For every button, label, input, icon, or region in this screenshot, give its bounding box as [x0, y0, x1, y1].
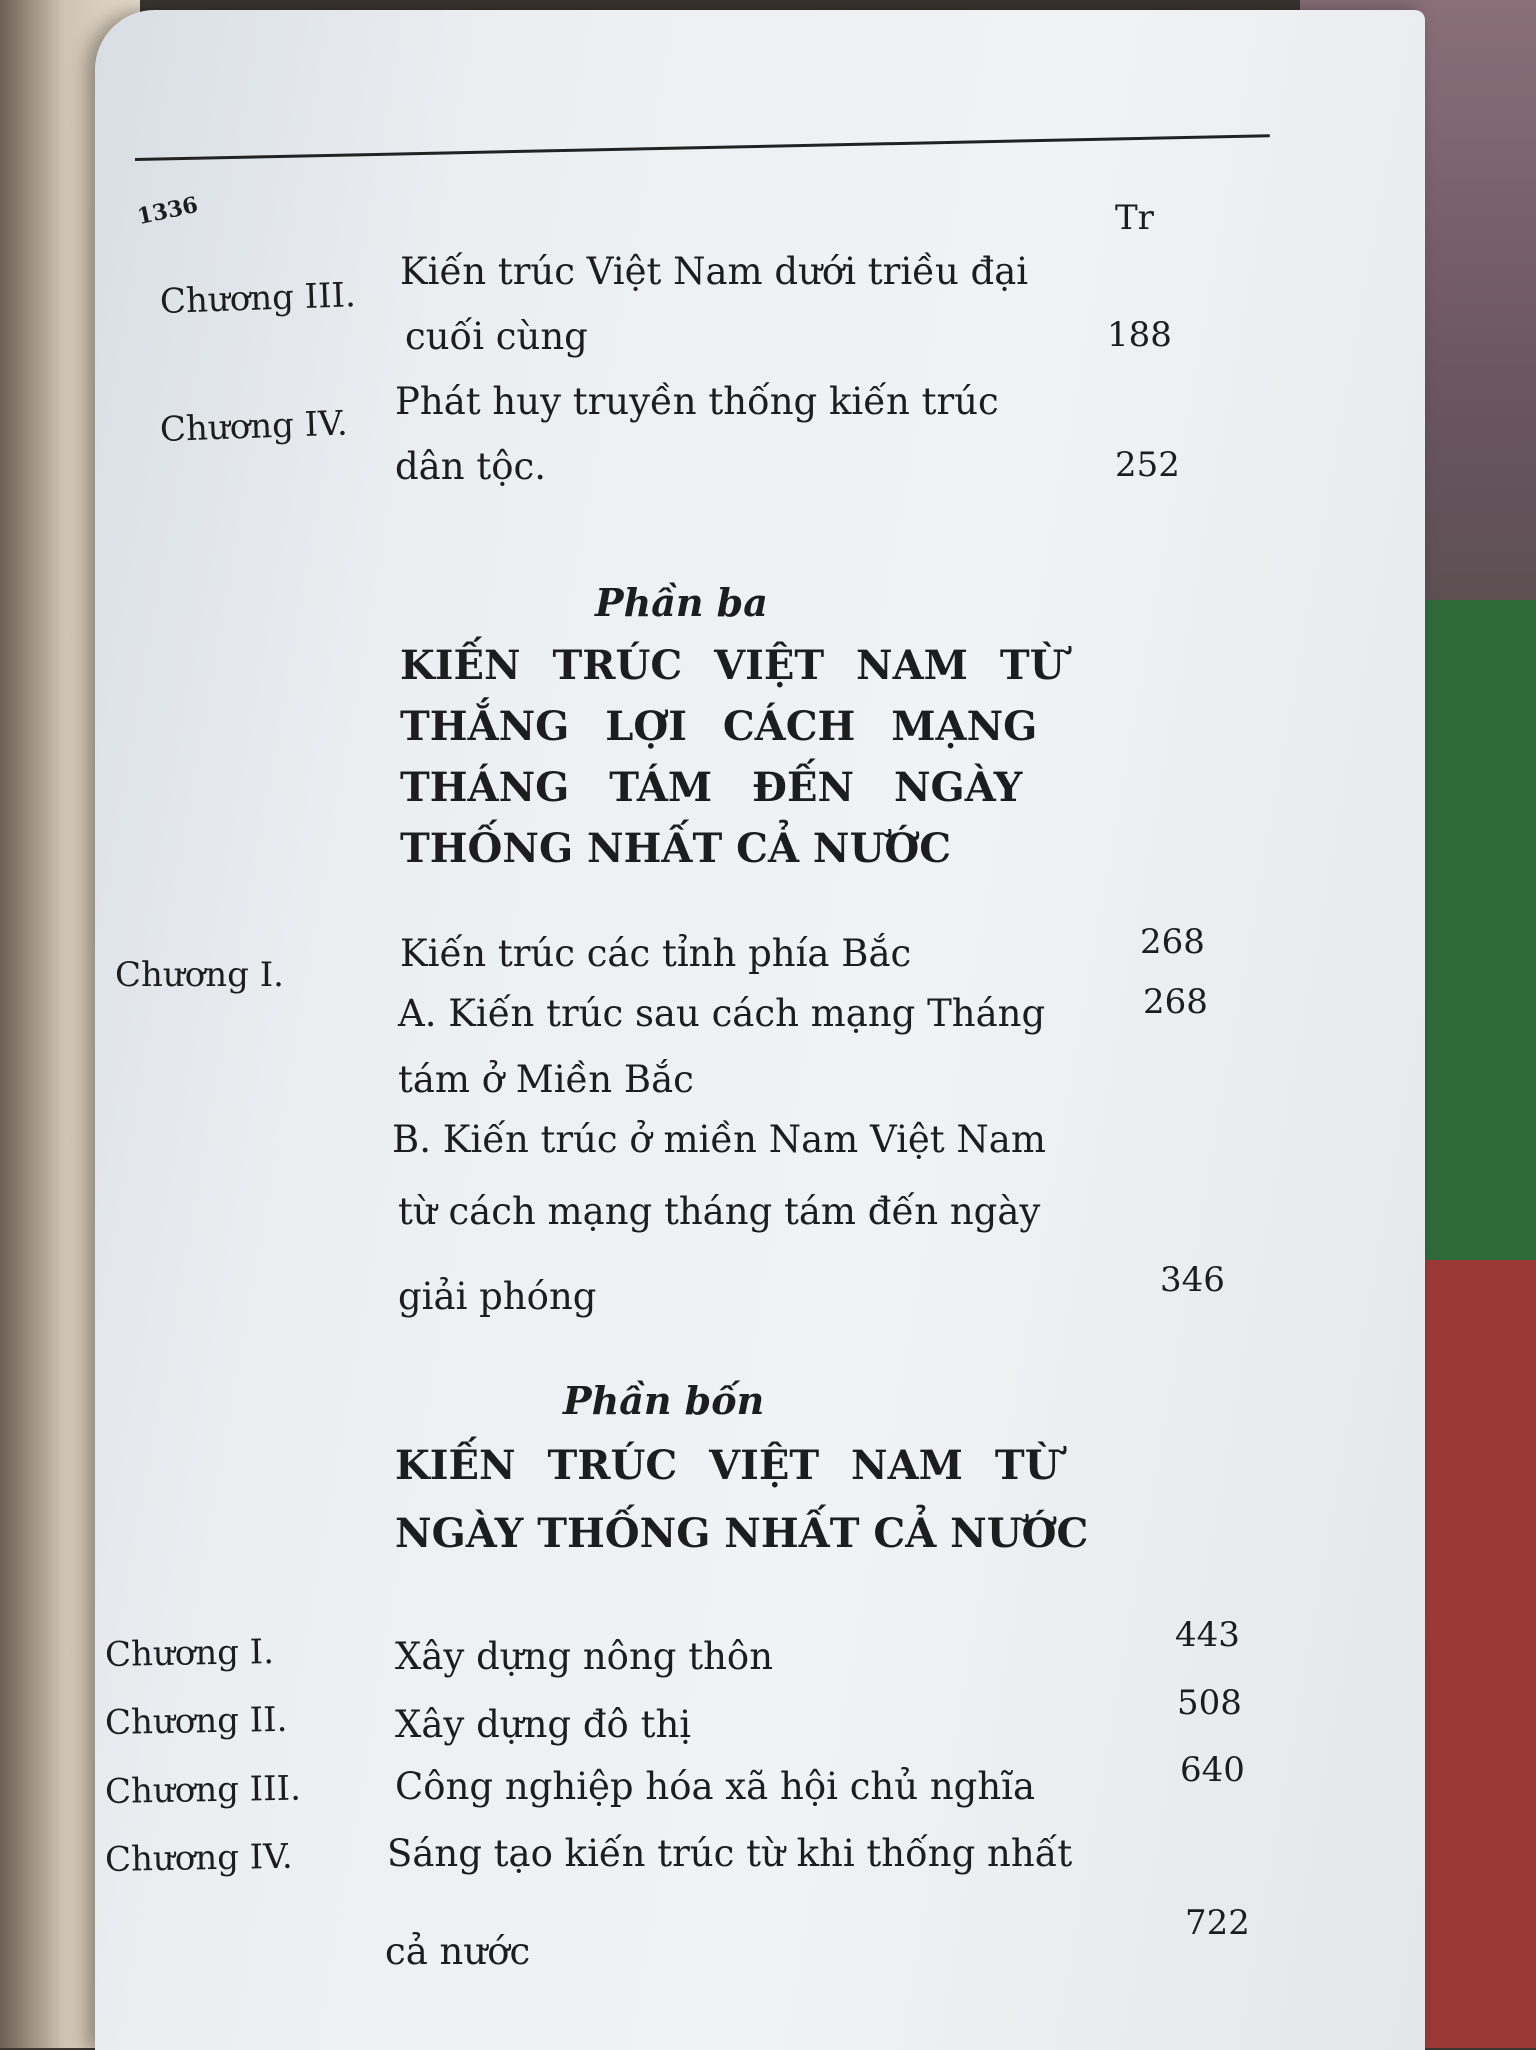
toc-chapter-label: Chương IV. — [104, 1836, 293, 1880]
part-title-line: KIẾN TRÚC VIỆT NAM TỪ — [400, 642, 1065, 689]
toc-page-number: 722 — [1185, 1903, 1250, 1943]
toc-page-number: 252 — [1115, 445, 1180, 485]
toc-chapter-label: Chương II. — [104, 1699, 288, 1743]
toc-page-number: 443 — [1175, 1615, 1240, 1655]
toc-chapter-title: Sáng tạo kiến trúc từ khi thống nhất — [387, 1832, 1073, 1875]
page-number: 1336 — [134, 191, 201, 231]
part-title-line: THÁNG TÁM ĐẾN NGÀY — [400, 764, 1023, 811]
toc-chapter-title: cả nước — [385, 1930, 531, 1973]
toc-section-title: giải phóng — [398, 1275, 597, 1318]
toc-page-number: 188 — [1107, 315, 1172, 355]
toc-page-number: 508 — [1177, 1683, 1242, 1723]
toc-section-title: từ cách mạng tháng tám đến ngày — [398, 1190, 1041, 1233]
toc-chapter-label: Chương III. — [159, 275, 357, 322]
toc-page-number: 640 — [1180, 1750, 1245, 1790]
part-heading: Phần ba — [595, 580, 768, 625]
toc-chapter-title: Kiến trúc Việt Nam dưới triều đại — [400, 250, 1029, 293]
toc-page-number: 268 — [1143, 982, 1208, 1022]
toc-chapter-title: Kiến trúc các tỉnh phía Bắc — [400, 932, 912, 975]
toc-chapter-title: cuối cùng — [405, 315, 588, 358]
toc-chapter-title: Xây dựng nông thôn — [395, 1635, 774, 1678]
toc-chapter-label: Chương IV. — [159, 403, 349, 450]
toc-section-title: tám ở Miền Bắc — [398, 1058, 694, 1101]
part-title-line: THỐNG NHẤT CẢ NƯỚC — [400, 825, 952, 872]
toc-page-number: 268 — [1140, 922, 1205, 962]
toc-chapter-label: Chương I. — [115, 955, 284, 995]
toc-section-title: B. Kiến trúc ở miền Nam Việt Nam — [392, 1118, 1046, 1161]
book-page — [95, 10, 1425, 2050]
part-title-line: NGÀY THỐNG NHẤT CẢ NƯỚC — [395, 1510, 1089, 1557]
page-column-header: Tr — [1115, 198, 1154, 238]
toc-section-title: A. Kiến trúc sau cách mạng Tháng — [398, 992, 1046, 1035]
part-title-line: THẮNG LỢI CÁCH MẠNG — [400, 703, 1038, 750]
toc-chapter-title: Công nghiệp hóa xã hội chủ nghĩa — [395, 1765, 1036, 1808]
toc-chapter-title: Phát huy truyền thống kiến trúc — [395, 380, 999, 423]
toc-chapter-label: Chương I. — [104, 1632, 275, 1675]
part-title-line: KIẾN TRÚC VIỆT NAM TỪ — [395, 1442, 1060, 1489]
header-rule — [135, 134, 1270, 161]
toc-chapter-title: dân tộc. — [395, 445, 546, 488]
part-heading: Phần bốn — [563, 1378, 765, 1423]
toc-chapter-label: Chương III. — [104, 1768, 302, 1812]
toc-page-number: 346 — [1160, 1260, 1225, 1300]
toc-chapter-title: Xây dựng đô thị — [395, 1703, 692, 1746]
